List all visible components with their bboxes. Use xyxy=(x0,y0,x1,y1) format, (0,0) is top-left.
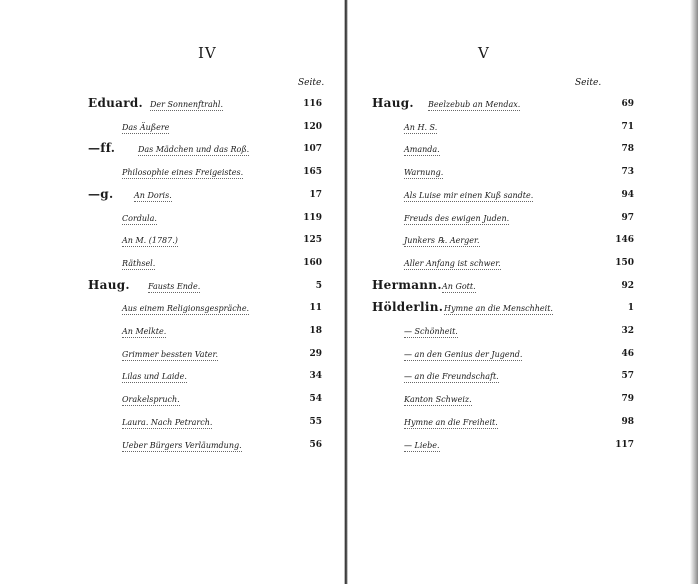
toc-title: An Doris. xyxy=(134,190,172,200)
toc-title: An Gott. xyxy=(442,281,476,291)
toc-title: Amanda. xyxy=(404,145,440,155)
toc-page-number: 18 xyxy=(309,326,322,336)
toc-page-number: 125 xyxy=(303,235,322,246)
toc-row xyxy=(348,257,690,271)
seite-label: Seite. xyxy=(575,78,602,88)
toc-row xyxy=(348,370,690,384)
page-number: IV xyxy=(198,44,217,62)
toc-page-number: 46 xyxy=(621,348,634,359)
toc-page-number: 32 xyxy=(621,326,634,336)
toc-page-number: 150 xyxy=(615,257,634,268)
toc-author: Haug. xyxy=(372,96,414,110)
toc-row xyxy=(0,348,344,362)
toc-page-number: 56 xyxy=(309,439,322,450)
toc-title: Aller Anfang ist schwer. xyxy=(404,258,501,268)
toc-page-number: 11 xyxy=(309,303,322,314)
toc-page-number: 107 xyxy=(303,144,322,155)
toc-row xyxy=(348,121,690,135)
toc-page-number: 34 xyxy=(309,371,322,382)
toc-page-number: 119 xyxy=(303,212,322,223)
toc-page-number: 92 xyxy=(621,280,634,291)
toc-row xyxy=(348,325,690,339)
toc-title: Als Luise mir einen Kuß sandte. xyxy=(404,190,534,200)
toc-title: — an die Freundschaft. xyxy=(404,372,499,382)
toc-title: — Schönheit. xyxy=(404,327,458,336)
toc-author: —ff. xyxy=(88,141,116,156)
toc-page-number: 116 xyxy=(303,99,322,109)
toc-title: An M. (1787.) xyxy=(122,236,178,246)
page-number: V xyxy=(478,44,490,62)
toc-title: Ueber Bürgers Verläumdung. xyxy=(122,440,242,450)
toc-page-number: 98 xyxy=(621,416,634,427)
toc-row xyxy=(348,393,690,407)
toc-row xyxy=(0,186,344,203)
toc-title: Der Sonnenftrahl. xyxy=(150,100,224,109)
toc-page-number: 165 xyxy=(303,167,322,178)
toc-page-number: 5 xyxy=(315,280,322,291)
toc-row xyxy=(348,189,690,203)
toc-title: — Liebe. xyxy=(404,440,440,450)
toc-row xyxy=(0,234,344,248)
toc-page-number: 117 xyxy=(615,439,634,450)
toc-row xyxy=(348,143,690,157)
toc-row xyxy=(348,166,690,180)
toc-page-number: 79 xyxy=(621,394,634,405)
toc-page-number: 97 xyxy=(621,212,634,223)
toc-row xyxy=(0,439,344,453)
toc-page-number: 54 xyxy=(309,394,322,405)
toc-page-number: 71 xyxy=(621,121,634,132)
toc-row xyxy=(0,166,344,180)
toc-page-number: 94 xyxy=(621,189,634,200)
toc-row xyxy=(0,121,344,135)
toc-page-number: 160 xyxy=(303,257,322,268)
toc-row xyxy=(0,257,344,271)
toc-row xyxy=(348,234,690,248)
toc-title: Beelzebub an Mendax. xyxy=(428,100,521,109)
toc-title: Aus einem Religionsgespräche. xyxy=(122,304,250,314)
toc-title: Orakelspruch. xyxy=(122,395,180,405)
toc-row xyxy=(348,98,690,112)
toc-row xyxy=(0,416,344,430)
toc-title: Kanton Schweiz. xyxy=(404,395,472,405)
toc-row xyxy=(0,277,344,294)
toc-row xyxy=(0,325,344,339)
toc-author: Hermann. xyxy=(372,277,442,292)
toc-title: An H. S. xyxy=(404,122,438,132)
toc-title: Hymne an die Menschheit. xyxy=(444,304,553,314)
toc-row xyxy=(348,416,690,430)
toc-title: Grimmer bessten Vater. xyxy=(122,349,219,359)
toc-row xyxy=(348,439,690,453)
toc-title: An Melkte. xyxy=(122,327,167,336)
toc-title: Fausts Ende. xyxy=(148,281,201,291)
toc-row xyxy=(0,393,344,407)
toc-row xyxy=(0,370,344,384)
toc-page-number: 120 xyxy=(303,121,322,132)
toc-title: Lilas und Laide. xyxy=(122,372,187,382)
toc-title: Freuds des ewigen Juden. xyxy=(404,213,510,223)
toc-title: Das Mädchen und das Roß. xyxy=(138,145,250,155)
toc-page-number: 17 xyxy=(309,189,322,200)
toc-row xyxy=(0,212,344,226)
right-page xyxy=(348,0,690,584)
toc-row xyxy=(348,212,690,226)
toc-page-number: 146 xyxy=(615,235,634,246)
toc-page-number: 55 xyxy=(309,416,322,427)
toc-title: Philosophie eines Freigeistes. xyxy=(122,168,244,178)
toc-title: Junkers ℞. Aerger. xyxy=(404,236,480,246)
toc-row xyxy=(348,277,690,294)
toc-title: Laura. Nach Petrarch. xyxy=(122,417,213,427)
toc-row xyxy=(0,302,344,316)
left-page xyxy=(0,0,344,584)
toc-page-number: 1 xyxy=(627,303,634,314)
toc-page-number: 73 xyxy=(621,167,634,178)
toc-title: Das Äußere xyxy=(122,122,170,132)
toc-row xyxy=(348,348,690,362)
toc-author: Hölderlin. xyxy=(372,300,444,315)
toc-title: — an den Genius der Jugend. xyxy=(404,349,523,359)
toc-page-number: 78 xyxy=(621,144,634,155)
toc-title: Hymne an die Freiheit. xyxy=(404,417,498,427)
seite-label: Seite. xyxy=(298,78,325,88)
toc-author: —g. xyxy=(88,186,114,201)
toc-page-number: 69 xyxy=(621,99,634,109)
toc-title: Warnung. xyxy=(404,168,444,178)
page-edge xyxy=(690,0,698,584)
toc-page-number: 57 xyxy=(621,371,634,382)
toc-row xyxy=(0,98,344,112)
toc-title: Räthsel. xyxy=(122,258,156,268)
toc-row xyxy=(348,302,690,316)
toc-author: Haug. xyxy=(88,277,130,292)
toc-row xyxy=(0,143,344,157)
toc-title: Cordula. xyxy=(122,213,157,223)
toc-author: Eduard. xyxy=(88,96,144,110)
toc-page-number: 29 xyxy=(309,348,322,359)
